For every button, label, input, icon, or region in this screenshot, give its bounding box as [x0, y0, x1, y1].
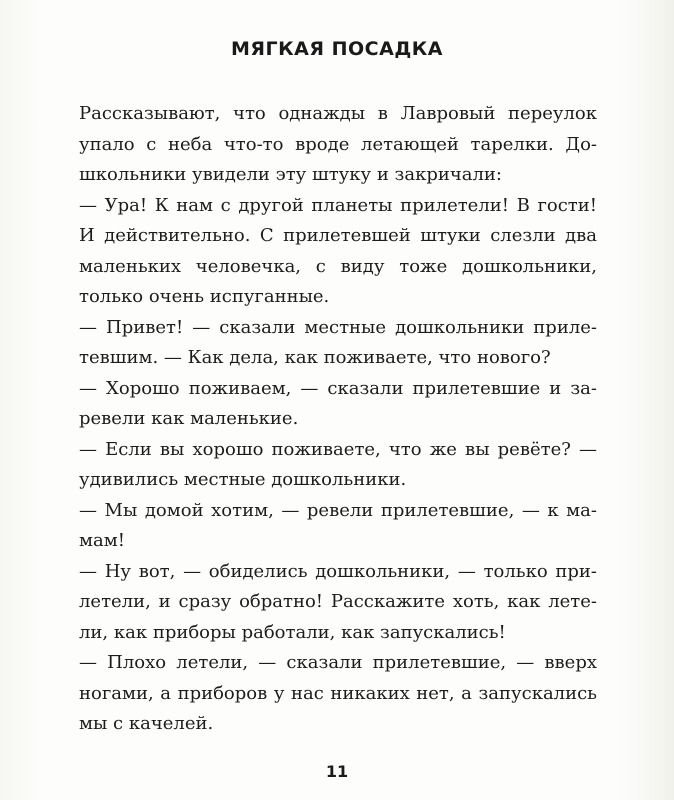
text-line: удивились местные дошкольники. — [79, 469, 407, 490]
text-line: летели, и сразу обратно! Расскажите хоть, как лете- — [79, 591, 597, 612]
story-title: МЯГКАЯ ПОСАДКА — [231, 38, 443, 60]
text-line: — Мы домой хотим, — ревели прилетевшие, — к ма- — [79, 499, 597, 521]
page-number: 11 — [325, 762, 349, 781]
text-line: упало с неба что-то вроде летающей тарелки. До- — [79, 133, 597, 155]
text-line: ли, как приборы работали, как запускались! — [79, 621, 506, 643]
text-line: тевшим. — Как дела, как поживаете, что нового? — [79, 347, 551, 368]
text-line: — Ну вот, — обиделись дошкольники, — только при- — [79, 560, 597, 582]
text-line: школьники увидели эту штуку и закричали: — [79, 164, 502, 185]
text-line: — Ура! К нам с другой планеты прилетели! В гости! — [79, 194, 597, 216]
text-line: ногами, а приборов у нас никаких нет, а запускались — [79, 682, 597, 704]
text-line: — Плохо летели, — сказали прилетевшие, — вверх — [79, 652, 597, 673]
story-text — [79, 99, 597, 740]
text-line: мам! — [79, 530, 125, 551]
text-line: И действительно. С прилетевшей штуки слезли два — [79, 225, 597, 246]
text-line: Рассказывают, что однажды в Лавровый переулок — [79, 103, 597, 124]
text-line: — Если вы хорошо поживаете, что же вы ревёте? — — [79, 438, 597, 460]
text-line: — Привет! — сказали местные дошкольники приле- — [79, 316, 597, 338]
text-line: маленьких человечка, с виду тоже дошкольники, — [79, 255, 597, 277]
text-line: — Хорошо поживаем, — сказали прилетевшие и за- — [79, 377, 597, 399]
text-line: мы с качелей. — [79, 713, 214, 734]
text-line: только очень испуганные. — [79, 286, 330, 307]
text-line: ревели как маленькие. — [79, 408, 299, 429]
